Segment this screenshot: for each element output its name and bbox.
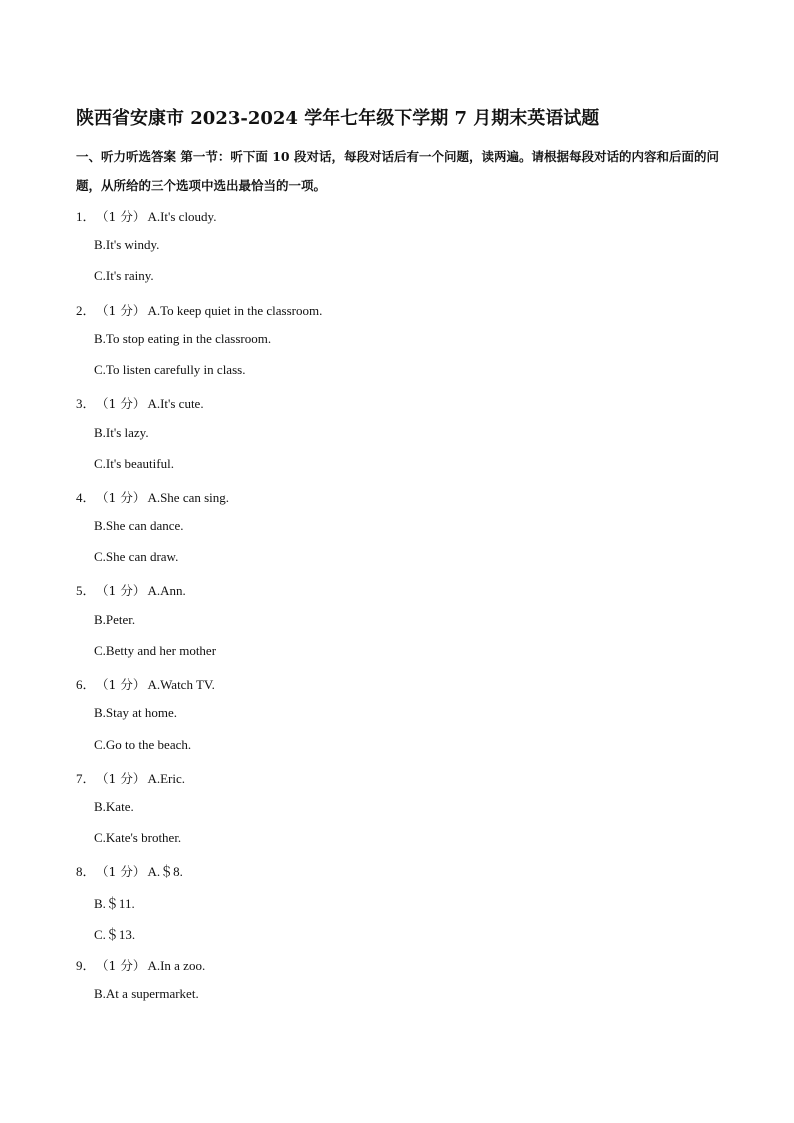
question-score: （1 分） (96, 677, 146, 692)
option-a: A.It's cloudy. (147, 209, 217, 224)
option-c: C.It's beautiful. (94, 456, 174, 471)
question-2 (76, 300, 322, 319)
question-7 (76, 768, 185, 787)
option-c: C.To listen carefully in class. (94, 362, 246, 377)
question-number: 6． (76, 677, 96, 692)
question-8 (76, 861, 183, 880)
question-score: （1 分） (96, 209, 146, 224)
question-number: 7． (76, 771, 96, 786)
question-3 (76, 393, 204, 412)
option-b: B.＄11. (94, 896, 135, 911)
option-b: B.At a supermarket. (94, 986, 199, 1001)
option-b: B.Peter. (94, 612, 136, 627)
option-c: C.＄13. (94, 927, 136, 942)
option-c: C.She can draw. (94, 549, 179, 564)
option-b: B.It's windy. (94, 237, 160, 252)
option-b: B.Kate. (94, 799, 134, 814)
question-score: （1 分） (96, 958, 146, 973)
question-score: （1 分） (96, 490, 146, 505)
option-c: C.Go to the beach. (94, 737, 192, 752)
question-score: （1 分） (96, 771, 146, 786)
question-number: 1． (76, 209, 96, 224)
option-a: A.To keep quiet in the classroom. (147, 303, 323, 318)
question-5 (76, 580, 186, 599)
option-a: A.Eric. (147, 771, 185, 786)
question-score: （1 分） (96, 583, 146, 598)
question-score: （1 分） (96, 303, 146, 318)
option-a: A.Ann. (147, 583, 186, 598)
question-4 (76, 487, 229, 506)
option-a: A.＄8. (147, 864, 183, 879)
question-score: （1 分） (96, 864, 146, 879)
question-number: 9． (76, 958, 96, 973)
question-9 (76, 955, 205, 974)
question-number: 8． (76, 864, 96, 879)
page-title: 陕西省安康市 2023-2024 学年七年级下学期 7 月期末英语试题 (76, 108, 600, 129)
option-a: A.Watch TV. (147, 677, 215, 692)
question-score: （1 分） (96, 396, 146, 411)
option-b: B.She can dance. (94, 518, 184, 533)
option-a: A.She can sing. (147, 490, 230, 505)
option-a: A.It's cute. (147, 396, 204, 411)
option-b: B.Stay at home. (94, 705, 178, 720)
option-c: C.It's rainy. (94, 268, 154, 283)
question-number: 3． (76, 396, 96, 411)
option-a: A.In a zoo. (147, 958, 206, 973)
question-number: 4． (76, 490, 96, 505)
section-heading: 一、听力听选答案 第一节：听下面 10 段对话，每段对话后有一个问题，读两遍。请根据每段对话的内容和后面的问题，从所给的三个选项中选出最恰当的一项。 (76, 149, 719, 193)
question-number: 2． (76, 303, 96, 318)
question-6 (76, 674, 215, 693)
option-b: B.It's lazy. (94, 425, 149, 440)
question-number: 5． (76, 583, 96, 598)
question-1 (76, 206, 216, 225)
option-c: C.Kate's brother. (94, 830, 182, 845)
option-c: C.Betty and her mother (94, 643, 217, 658)
option-b: B.To stop eating in the classroom. (94, 331, 272, 346)
